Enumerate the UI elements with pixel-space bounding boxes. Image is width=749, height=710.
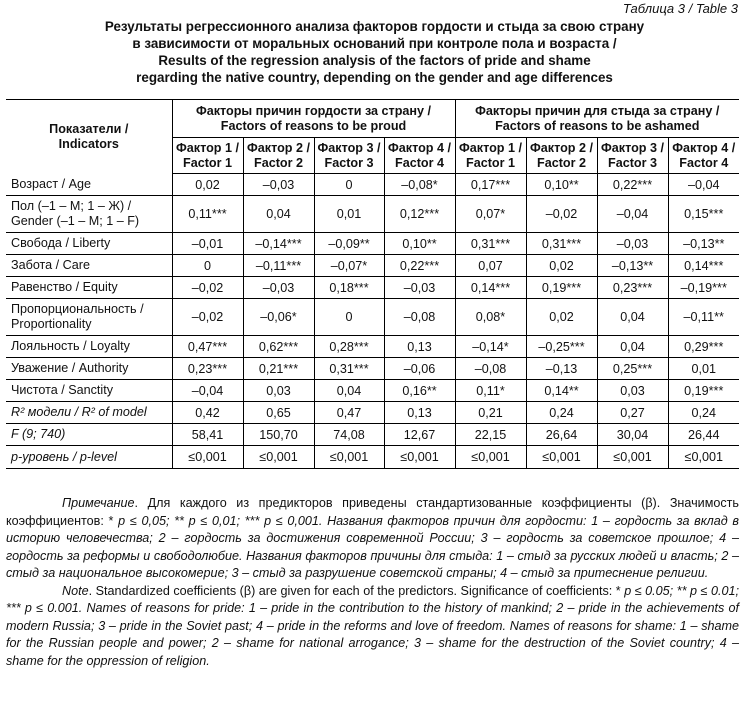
coef-cell: 0,10** [384,233,455,255]
coef-cell: 0,03 [243,380,314,402]
coef-cell: –0,03 [384,277,455,299]
coef-cell: 0,21 [455,402,526,424]
row-label [6,299,172,336]
coef-cell: 0,24 [526,402,597,424]
title-line: regarding the native country, depending on the gender and age differences [136,70,613,85]
note-en [6,583,739,671]
row-label: Равенство / Equity [6,277,172,299]
factor-header-ru: Фактор 2 / [530,140,593,155]
coef-cell: 150,70 [243,424,314,446]
coef-cell: –0,06 [384,358,455,380]
coef-cell: 0,42 [172,402,243,424]
factor-header [314,138,384,174]
note-text: 4 – shame for the oppression of religion. [6,636,739,668]
factor-header [384,138,455,174]
coef-cell: 12,67 [384,424,455,446]
note-text: p ≤ 0,01; *** [188,513,265,528]
coef-cell: –0,03 [597,233,668,255]
table-row [6,402,739,424]
coef-cell: –0,13 [526,358,597,380]
coef-cell: –0,11*** [243,255,314,277]
title-line: Результаты регрессионного анализа факторов гордости и стыда за свою страну [104,19,645,34]
coef-cell: –0,02 [172,277,243,299]
shame-group-header [455,100,739,138]
coef-cell: –0,06* [243,299,314,336]
note-text: 2 – гордость за достижения современной России; [158,531,481,545]
coef-cell: 0,24 [668,402,739,424]
coef-cell: ≤0,001 [243,446,314,469]
coef-cell: –0,08 [384,299,455,336]
pride-group-header [172,100,455,138]
row-label: Чистота / Sanctity [6,380,172,402]
coef-cell: 0,16** [384,380,455,402]
coef-cell: –0,07* [314,255,384,277]
coef-cell: 0,01 [668,358,739,380]
row-label: p-уровень / p-level [6,446,172,469]
coef-cell: 0,04 [243,196,314,233]
coef-cell: ≤0,001 [597,446,668,469]
note-text: 4 – гордость за реформы и свободолюбие. Названия факторов причины для стыда: [6,531,740,563]
table-row [6,336,739,358]
row-label: Лояльность / Loyalty [6,336,172,358]
row-label-en: Gender (–1 – M; 1 – F) [11,214,140,228]
coef-cell: –0,14*** [243,233,314,255]
coef-cell: 0,31*** [455,233,526,255]
coef-cell: 0,31*** [314,358,384,380]
row-label: Возраст / Age [6,174,172,196]
pride-group-header-ru: Факторы причин гордости за страну / [195,103,432,118]
coef-cell: 0,22*** [384,255,455,277]
coef-cell: 0,21*** [243,358,314,380]
table-row [6,255,739,277]
note-text: 3 – pride in the Soviet past; [98,618,257,633]
coef-cell: –0,08 [455,358,526,380]
coef-cell: 0 [172,255,243,277]
coef-cell: 0,31*** [526,233,597,255]
shame-group-header-en: Factors of reasons to be ashamed [495,118,700,133]
coef-cell: 0,07 [455,255,526,277]
coef-cell: 0,01 [314,196,384,233]
coef-cell: –0,08* [384,174,455,196]
group-header-row [6,100,739,138]
coef-cell: 0,23*** [172,358,243,380]
indicator-header-ru: Показатели / [49,121,129,136]
note-label: Примечание [62,496,135,510]
coef-cell: –0,04 [668,174,739,196]
factor-header-en: Factor 1 [183,155,232,170]
coef-cell: 0 [314,174,384,196]
coef-cell: –0,03 [243,277,314,299]
coef-cell: 0,12*** [384,196,455,233]
table-row [6,174,739,196]
coef-cell: 0,13 [384,402,455,424]
coef-cell: 0,19*** [668,380,739,402]
note-text: 4 – стыд за притеснение религии. [500,566,709,580]
coef-cell: 0,02 [526,255,597,277]
note-label: Note [62,583,89,598]
shame-group-header-ru: Факторы причин для стыда за страну / [475,103,720,118]
coef-cell: 58,41 [172,424,243,446]
table-row [6,380,739,402]
table-notes [6,495,739,670]
coef-cell: 0,47*** [172,336,243,358]
coef-cell: 0,04 [597,336,668,358]
table-row [6,196,739,233]
coef-cell: 0,11*** [172,196,243,233]
note-text: 1 – pride in the contribution to the history of mankind; [248,601,557,615]
row-label: Забота / Care [6,255,172,277]
coef-cell: –0,01 [172,233,243,255]
coef-cell: –0,25*** [526,336,597,358]
coef-cell: ≤0,001 [526,446,597,469]
coef-cell: –0,02 [172,299,243,336]
row-label: Уважение / Authority [6,358,172,380]
coef-cell: 0,13 [384,336,455,358]
factor-header-ru: Фактор 4 / [388,140,451,155]
factor-header-ru: Фактор 3 / [601,140,664,155]
row-label: R² модели / R² of model [6,402,172,424]
note-text: p ≤ 0.001. Names of reasons for pride: [24,601,249,615]
coef-cell: 0,02 [526,299,597,336]
note-text: 1 – shame for the Russian people and power; [6,618,739,650]
note-text: p ≤ 0.01; *** [6,583,739,615]
pride-group-header-en: Factors of reasons to be proud [220,118,407,133]
coef-cell: 0,18*** [314,277,384,299]
coef-cell: 0,25*** [597,358,668,380]
note-text: p ≤ 0.05; ** [624,583,691,598]
coef-cell: –0,19*** [668,277,739,299]
coef-cell: –0,13** [668,233,739,255]
coef-cell: –0,03 [243,174,314,196]
factor-header [668,138,739,174]
coef-cell: 0,19*** [526,277,597,299]
coef-cell: 0 [314,299,384,336]
note-text: 2 – shame for national arrogance; [211,636,414,650]
table-number-label: Таблица 3 / Table 3 [622,1,738,16]
table-row [6,299,739,336]
factor-header-ru: Фактор 4 / [672,140,736,155]
note-text: 4 – pride in the reforms and love of freedom. Names of reasons for shame: [256,618,680,633]
row-label [6,196,172,233]
factor-header [172,138,243,174]
coef-cell: ≤0,001 [314,446,384,469]
coef-cell: 22,15 [455,424,526,446]
table-row [6,277,739,299]
factor-header [597,138,668,174]
note-ru [6,495,739,583]
coef-cell: 0,27 [597,402,668,424]
coef-cell: 0,11* [455,380,526,402]
row-label-ru: Пол (–1 – М; 1 – Ж) / [11,199,132,213]
table-row [6,233,739,255]
coef-cell: 0,14*** [668,255,739,277]
coef-cell: 0,08* [455,299,526,336]
coef-cell: 0,23*** [597,277,668,299]
factor-header-en: Factor 1 [466,155,515,170]
indicator-header [6,100,172,174]
coef-cell: –0,14* [455,336,526,358]
coef-cell: ≤0,001 [172,446,243,469]
coef-cell: 0,03 [597,380,668,402]
note-text: 2 – стыд за национальное высокомерие; [6,548,739,580]
coef-cell: 0,28*** [314,336,384,358]
coef-cell: 26,44 [668,424,739,446]
coef-cell: 0,22*** [597,174,668,196]
coef-cell: –0,04 [172,380,243,402]
coef-cell: ≤0,001 [668,446,739,469]
row-label: Свобода / Liberty [6,233,172,255]
table-row [6,424,739,446]
table-row [6,446,739,469]
note-text: 2 – pride in the achievements of modern Russia; [6,601,739,633]
regression-table [6,99,739,469]
note-text: 3 – стыд за разрушение советской страны; [231,566,501,580]
coef-cell: 74,08 [314,424,384,446]
factor-header-en: Factor 4 [395,155,444,170]
coef-cell: 0,14*** [455,277,526,299]
coef-cell: 0,04 [314,380,384,402]
coef-cell: –0,13** [597,255,668,277]
title-line: в зависимости от моральных оснований при контроле пола и возраста / [132,36,617,51]
coef-cell: –0,09** [314,233,384,255]
factor-header-en: Factor 3 [324,155,374,170]
factor-header-ru: Фактор 1 / [176,140,239,155]
note-text: 1 – гордость за вклад в историю человечества; [6,513,740,545]
note-text: 3 – гордость за советское прошлое; [480,531,720,545]
coef-cell: 30,04 [597,424,668,446]
coef-cell: 26,64 [526,424,597,446]
table-row [6,358,739,380]
title-line: Results of the regression analysis of the factors of pride and shame [158,53,591,68]
coef-cell: 0,47 [314,402,384,424]
factor-header [455,138,526,174]
coef-cell: 0,15*** [668,196,739,233]
coef-cell: –0,04 [597,196,668,233]
note-text: 1 – стыд за русских людей и власть; [496,548,722,563]
indicator-header-en: Indicators [58,136,119,151]
coef-cell: 0,10** [526,174,597,196]
coef-cell: –0,11** [668,299,739,336]
factor-header-ru: Фактор 1 / [459,140,522,155]
coef-cell: 0,04 [597,299,668,336]
row-label-ru: Пропорциональность / [11,302,144,316]
factor-header-en: Factor 3 [608,155,657,170]
note-text: p ≤ 0,001. Названия факторов причин для гордости: [264,513,592,528]
note-text: p ≤ 0,05; ** [118,513,189,528]
coef-cell: 0,29*** [668,336,739,358]
coef-cell: ≤0,001 [455,446,526,469]
coef-cell: 0,02 [172,174,243,196]
row-label: F (9; 740) [6,424,172,446]
factor-header-ru: Фактор 3 / [317,140,381,155]
note-text: 3 – shame for the destruction of the Soviet country; [413,636,720,650]
factor-header-en: Factor 2 [537,155,586,170]
coef-cell: 0,07* [455,196,526,233]
note-text: . Standardized coefficients (β) are given for each of the predictors. Significance of coefficients: * [88,583,625,598]
coef-cell: 0,14** [526,380,597,402]
coef-cell: 0,17*** [455,174,526,196]
factor-header-en: Factor 2 [254,155,303,170]
coef-cell: –0,02 [526,196,597,233]
factor-header-ru: Фактор 2 / [247,140,310,155]
table-title [0,18,749,86]
coef-cell: ≤0,001 [384,446,455,469]
factor-header-en: Factor 4 [679,155,729,170]
coef-cell: 0,65 [243,402,314,424]
note-text: . Для каждого из предикторов приведены стандартизованные коэффициенты (β). Значимость коэффициентов: * [6,496,739,528]
coef-cell: 0,62*** [243,336,314,358]
factor-header [243,138,314,174]
factor-header [526,138,597,174]
row-label-en: Proportionality [11,317,92,331]
